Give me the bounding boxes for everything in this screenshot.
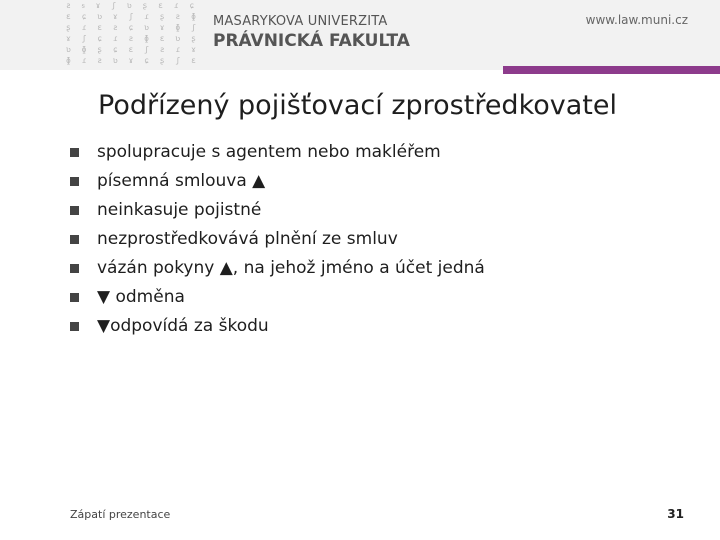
- bullet-text: ▼ odměna: [97, 287, 185, 307]
- bullet-item: [0, 314, 720, 343]
- slide-header: [0, 0, 720, 70]
- square-bullet-icon: [70, 206, 79, 215]
- bullet-text: ▼odpovídá za škodu: [97, 316, 269, 336]
- square-bullet-icon: [70, 177, 79, 186]
- square-bullet-icon: [70, 235, 79, 244]
- faculty-name: PRÁVNICKÁ FAKULTA: [213, 31, 410, 51]
- bullet-text: neinkasuje pojistné: [97, 200, 262, 220]
- bullet-text: nezprostředkovává plnění ze smluv: [97, 229, 398, 249]
- slide-title: Podřízený pojišťovací zprostředkovatel: [98, 90, 617, 121]
- square-bullet-icon: [70, 293, 79, 302]
- bullet-text: spolupracuje s agentem nebo makléřem: [97, 142, 441, 162]
- bullet-list: [0, 140, 720, 343]
- bullet-item: [0, 285, 720, 314]
- footer-text: Zápatí prezentace: [70, 508, 171, 521]
- bullet-text: vázán pokyny ▲, na jehož jméno a účet jedná: [97, 258, 485, 278]
- square-bullet-icon: [70, 148, 79, 157]
- bullet-item: [0, 198, 720, 227]
- bullet-text: písemná smlouva ▲: [97, 171, 266, 191]
- bullet-item: [0, 256, 720, 285]
- university-logo-pattern: ƨ ᵴ ɤ ʃ ʋ ʂ ɛ ɾ ɕ ɛ ɕ ʋ ɤ ʃ ɾ ʂ ƨ ɸ ʂ ɾ ɛ ƨ ɕ ʋ ɤ ɸ ʃ ɤ ʃ ɕ ɾ ƨ ɸ ɛ ʋ ʂ ʋ ɸ ʂ ɕ ɛ ʃ ƨ ɾ ɤ ɸ ɾ ƨ ʋ ɤ ɕ ʂ ʃ ɛ: [66, 1, 199, 65]
- header-accent-bar: [503, 66, 720, 74]
- page-number: 31: [667, 507, 684, 521]
- bullet-item: [0, 140, 720, 169]
- bullet-item: [0, 227, 720, 256]
- university-name: MASARYKOVA UNIVERZITA: [213, 14, 388, 29]
- website-url: www.law.muni.cz: [585, 13, 688, 27]
- square-bullet-icon: [70, 322, 79, 331]
- square-bullet-icon: [70, 264, 79, 273]
- bullet-item: [0, 169, 720, 198]
